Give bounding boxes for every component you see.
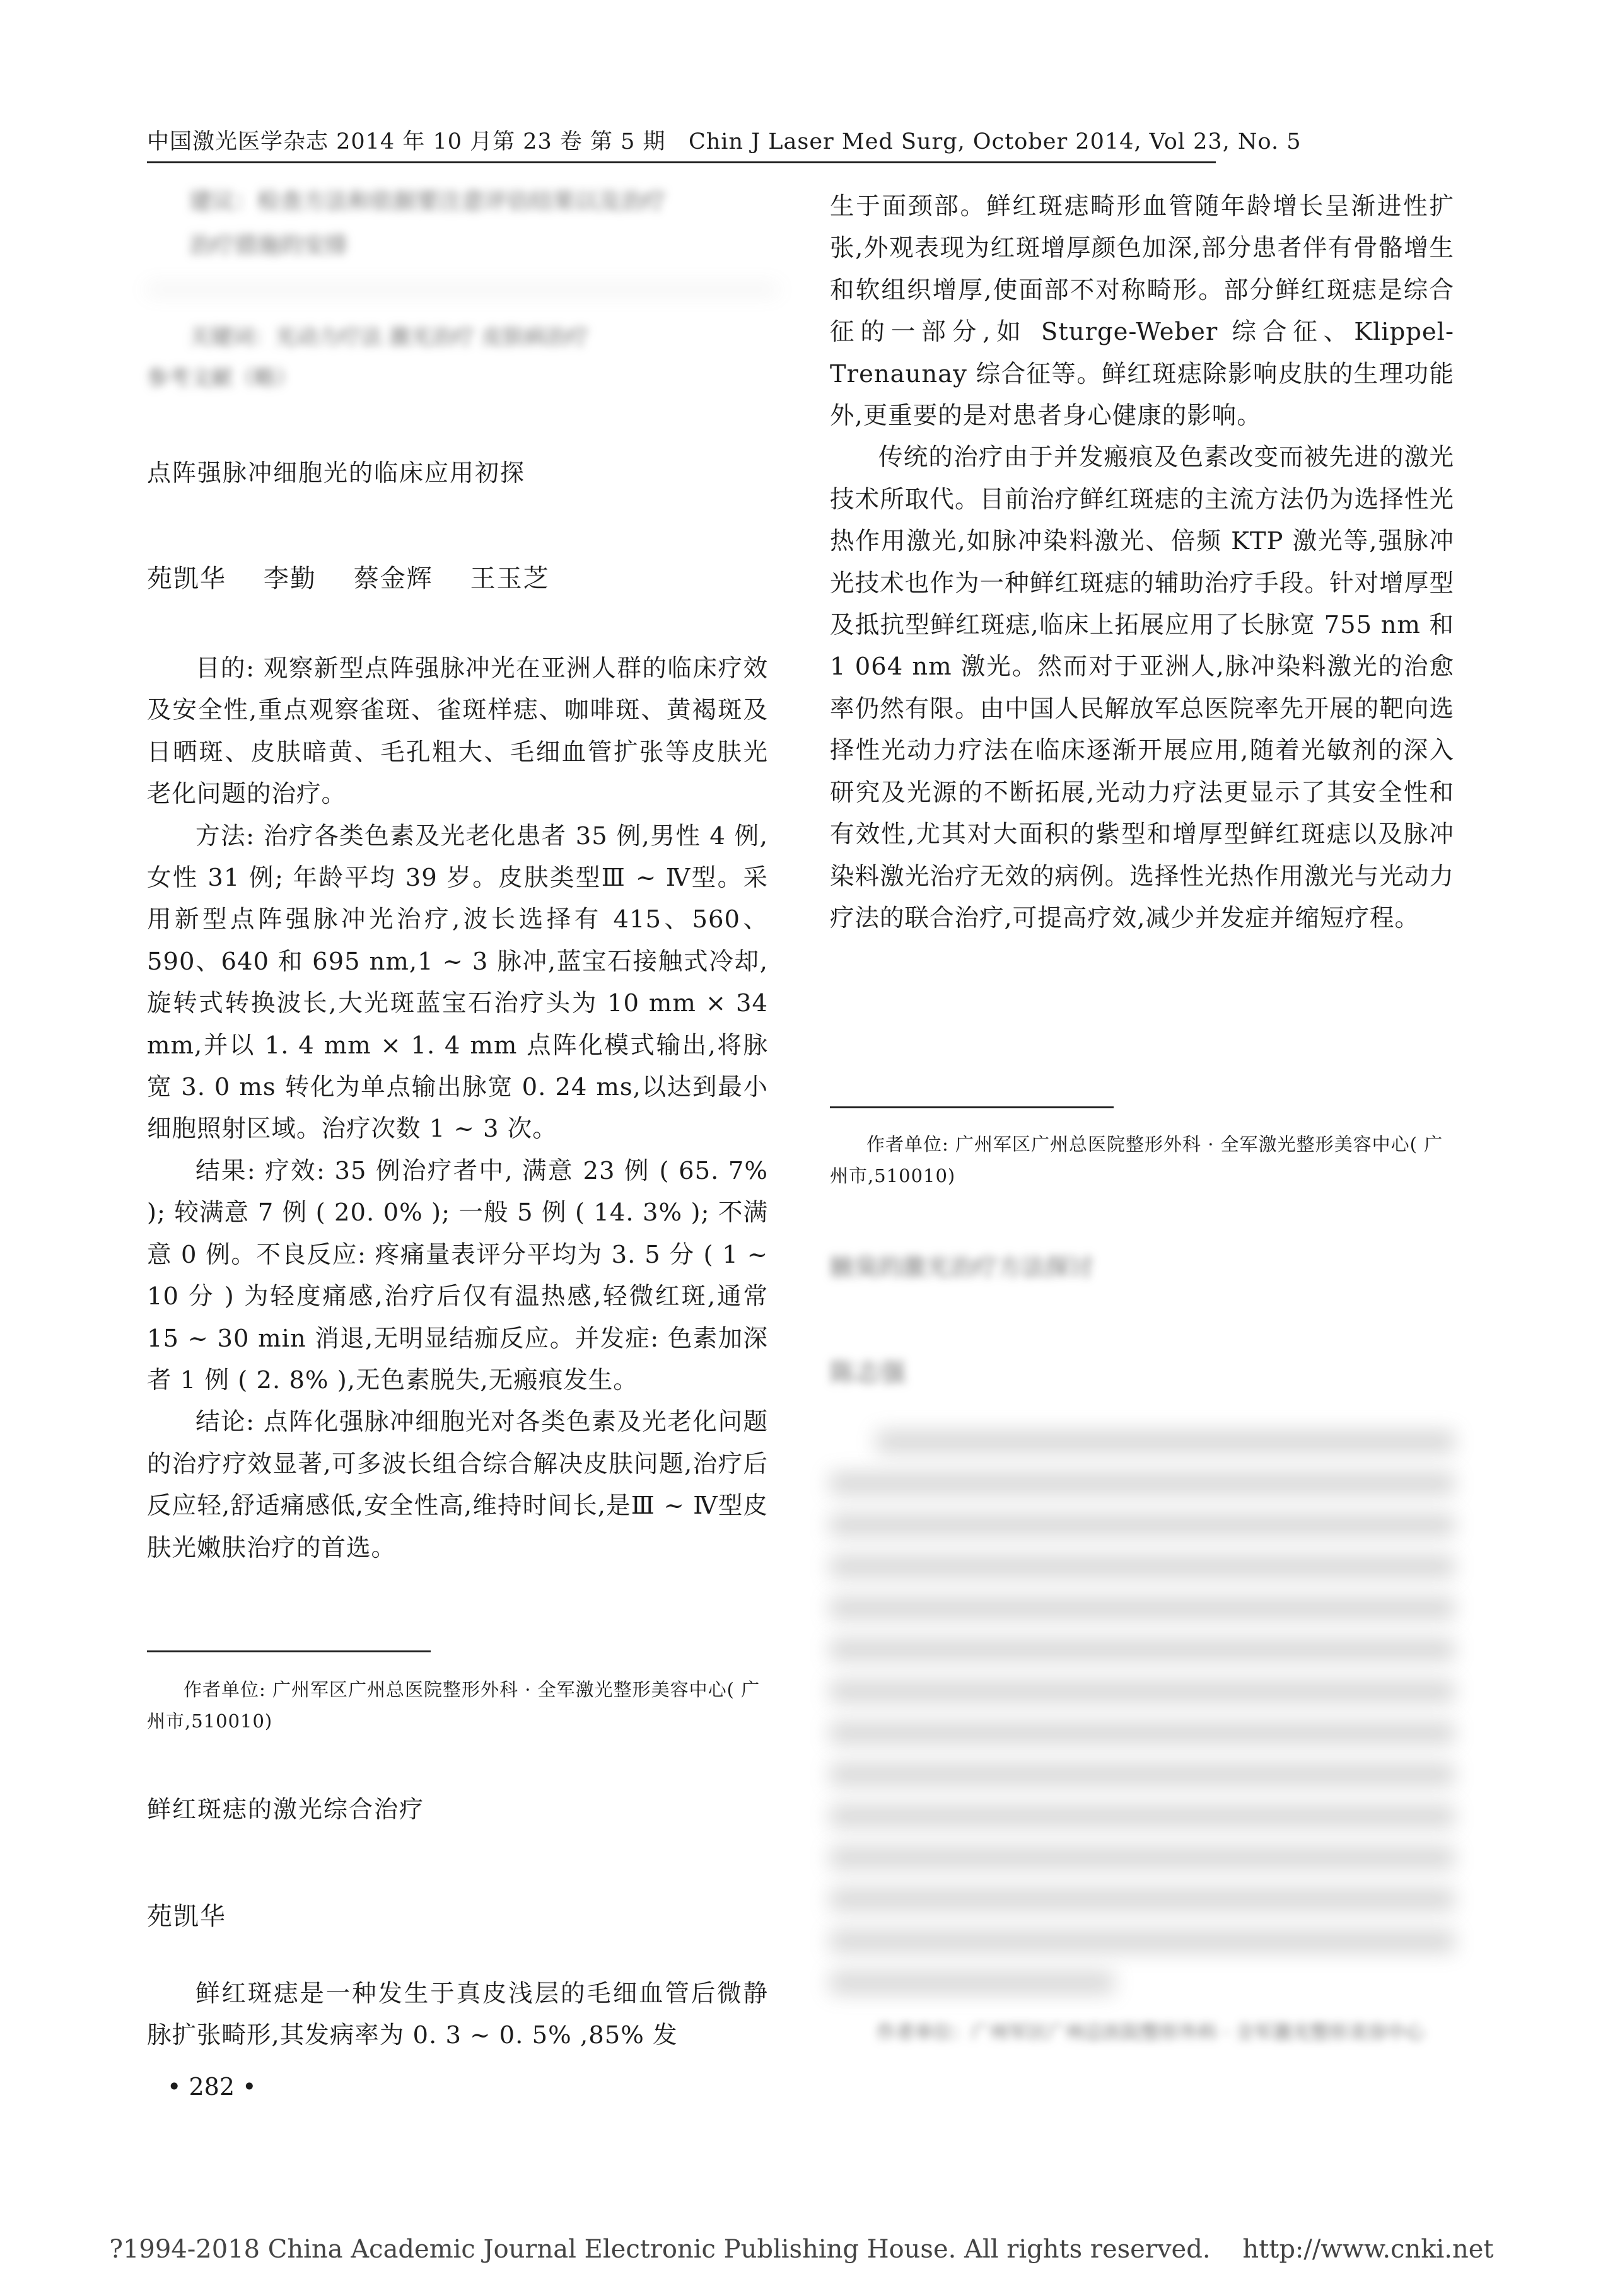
- blurred-text-line: [830, 1930, 1454, 1952]
- footnote-rule: [147, 1650, 431, 1652]
- blurred-text-line: [830, 1681, 1454, 1702]
- author-affiliation: 作者单位: 广州军区广州总医院整形外科 · 全军激光整形美容中心( 广州市,510010): [147, 1679, 761, 1732]
- blurred-text-line: [830, 1722, 1454, 1744]
- copyright-text: ?1994-2018 China Academic Journal Electronic Publishing House. All rights reserved.: [109, 2235, 1211, 2264]
- body-paragraph: 传统的治疗由于并发瘢痕及色素改变而被先进的激光技术所取代。目前治疗鲜红斑痣的主流方法仍为选择性光热作用激光,如脉冲染料激光、倍频 KTP 激光等,强脉冲光技术也作为一种鲜红斑痣的辅助治疗手段。针对增厚型及抵抗型鲜红斑痣,临床上拓展应用了长脉宽 755 nm 和 1 064 nm 激光。然而对于亚洲人,脉冲染料激光的治愈率仍然有限。由中国人民解放军总医院率先开展的靶向选择性光动力疗法在临床逐渐开展应用,随着光敏剂的深入研究及光源的不断拓展,光动力疗法更显示了其安全性和有效性,尤其对大面积的紫型和增厚型鲜红斑痣以及脉冲染料激光治疗无效的病例。选择性光热作用激光与光动力疗法的联合治疗,可提高疗效,减少并发症并缩短疗程。: [830, 443, 1454, 932]
- blurred-text-line: [830, 1473, 1454, 1494]
- blurred-text-line: [830, 1806, 1454, 1827]
- blurred-text-line: [830, 1764, 1454, 1785]
- cnki-url: http://www.cnki.net: [1242, 2235, 1494, 2264]
- author-name: 苑凯华: [147, 564, 226, 593]
- article-authors: [147, 560, 550, 598]
- blurred-text-line: [830, 1972, 1114, 1993]
- journal-header-cn: 中国激光医学杂志 2014 年 10 月第 23 卷 第 5 期: [147, 129, 666, 154]
- journal-header: [147, 126, 1302, 158]
- copyright-footer: [0, 2234, 1603, 2265]
- article-title: 点阵强脉冲细胞光的临床应用初探: [147, 459, 526, 487]
- blurred-text-line: [830, 1514, 1454, 1536]
- blurred-text-line: 治疗措施的安排: [189, 233, 349, 258]
- abstract-body: [147, 648, 768, 1569]
- blurred-article-author: 陈志强: [830, 1359, 906, 1388]
- page-number: • 282 •: [167, 2073, 257, 2101]
- blurred-text-line: 参考文献（略）: [147, 366, 297, 391]
- author-affiliation: 作者单位: 广州军区广州总医院整形外科 · 全军激光整形美容中心( 广州市,510010): [830, 1134, 1443, 1186]
- blurred-text-line: [877, 1431, 1454, 1452]
- blurred-footnote: 作者单位：广州军区广州总医院整形外科 · 全军激光整形美容中心: [877, 2022, 1425, 2044]
- author-name: 王玉芝: [470, 564, 550, 593]
- article-author: 苑凯华: [147, 1902, 226, 1931]
- article-title: 鲜红斑痣的激光综合治疗: [147, 1795, 425, 1823]
- blurred-text-line: [830, 1639, 1454, 1661]
- article-body: [147, 1973, 768, 2057]
- header-divider: [147, 161, 1216, 163]
- abstract-objective: 目的: 观察新型点阵强脉冲光在亚洲人群的临床疗效及安全性,重点观察雀斑、雀斑样痣、咖啡斑、黄褐斑及日晒斑、皮肤暗黄、毛孔粗大、毛细血管扩张等皮肤光老化问题的治疗。: [147, 654, 768, 809]
- footnote-rule: [830, 1106, 1114, 1108]
- blurred-text-line: [830, 1556, 1454, 1577]
- blurred-text-line: 建议：检查方法和依据要注意评估结果以及治疗: [189, 188, 667, 214]
- blurred-divider: [147, 287, 778, 292]
- blurred-text-line: 关键词：光动力疗法 激光治疗 皮肤病治疗: [189, 325, 589, 350]
- abstract-conclusion: 结论: 点阵化强脉冲细胞光对各类色素及光老化问题的治疗疗效显著,可多波长组合综合解决皮肤问题,治疗后反应轻,舒适痛感低,安全性高,维持时间长,是Ⅲ ~ Ⅳ型皮肤光嫩肤治疗的首选。: [147, 1408, 768, 1562]
- article-body-continued: [830, 186, 1454, 939]
- blurred-article-title: 腋臭的激光治疗方法探讨: [830, 1253, 1094, 1281]
- body-paragraph: 生于面颈部。鲜红斑痣畸形血管随年龄增长呈渐进性扩张,外观表现为红斑增厚颜色加深,部分患者伴有骨骼增生和软组织增厚,使面部不对称畸形。部分鲜红斑痣是综合征的一部分,如 Sturge-Weber 综合征、Klippel-Trenaunay 综合征等。鲜红斑痣除影响皮肤的生理功能外,更重要的是对患者身心健康的影响。: [830, 192, 1454, 431]
- blurred-text-line: [830, 1597, 1454, 1619]
- abstract-methods: 方法: 治疗各类色素及光老化患者 35 例,男性 4 例,女性 31 例; 年龄平均 39 岁。皮肤类型Ⅲ ~ Ⅳ型。采用新型点阵强脉冲光治疗,波长选择有 415、560、590、640 和 695 nm,1 ~ 3 脉冲,蓝宝石接触式冷却,旋转式转换波长,大光斑蓝宝石治疗头为 10 mm × 34 mm,并以 1. 4 mm × 1. 4 mm 点阵化模式输出,将脉宽 3. 0 ms 转化为单点输出脉宽 0. 24 ms,以达到最小细胞照射区域。治疗次数 1 ~ 3 次。: [147, 821, 768, 1144]
- blurred-text-line: [830, 1847, 1454, 1869]
- author-name: 李勤: [263, 564, 317, 593]
- abstract-results: 结果: 疗效: 35 例治疗者中, 满意 23 例 ( 65. 7% ); 较满意 7 例 ( 20. 0% ); 一般 5 例 ( 14. 3% ); 不满意 0 例。不良反应: 疼痛量表评分平均为 3. 5 分 ( 1 ~ 10 分 ) 为轻度痛感,治疗后仅有温热感,轻微红斑,通常 15 ~ 30 min 消退,无明显结痂反应。并发症: 色素加深者 1 例 ( 2. 8% ),无色素脱失,无瘢痕发生。: [147, 1156, 768, 1394]
- author-name: 蔡金辉: [353, 564, 433, 593]
- journal-header-en: Chin J Laser Med Surg, October 2014, Vol 23, No. 5: [688, 129, 1302, 154]
- blurred-text-line: [830, 1889, 1454, 1910]
- body-paragraph: 鲜红斑痣是一种发生于真皮浅层的毛细血管后微静脉扩张畸形,其发病率为 0. 3 ~ 0. 5% ,85% 发: [147, 1980, 768, 2050]
